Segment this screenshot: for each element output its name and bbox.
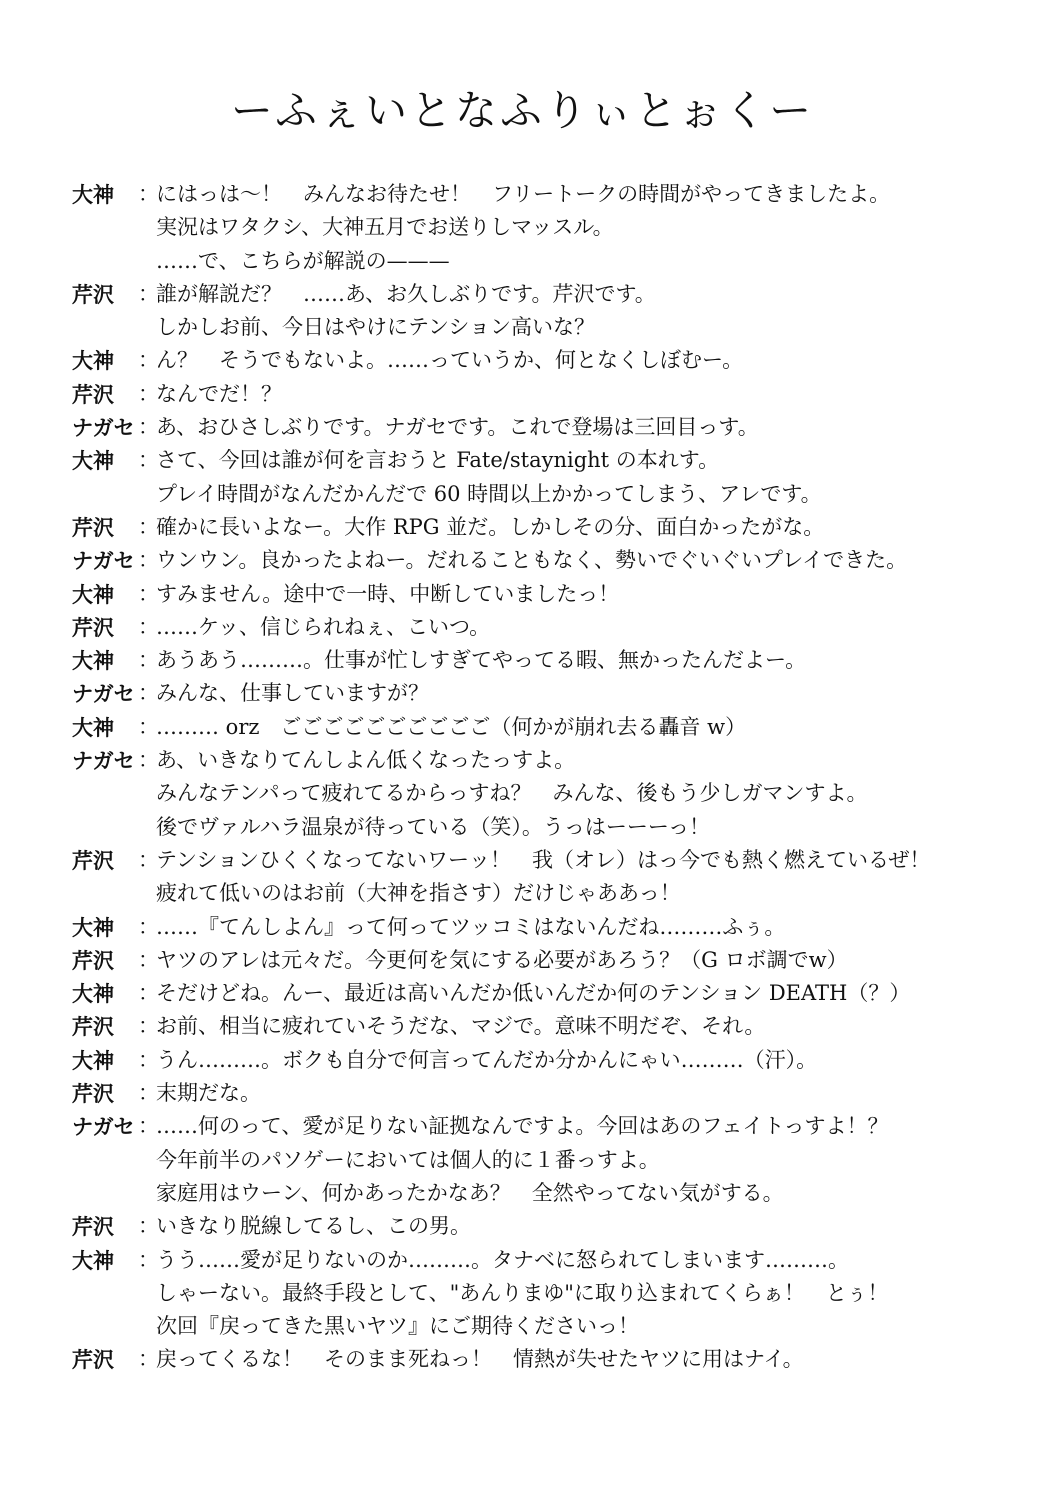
dialogue-line [72,478,1012,511]
speaker-name: 大神 [72,182,114,207]
speaker-colon: ： [138,182,159,206]
speaker-colon: ： [138,381,159,406]
dialogue-text: 戻ってくるな！ そのまま死ねっ！ 情熱が失せたヤツに用はナイ。 [156,1347,804,1372]
dialogue-text: 実況はワタクシ、大神五月でお送りしマッスル。 [156,215,614,240]
dialogue-text: なんでだ！？ [156,381,282,406]
speaker-name: 大神 [72,1247,114,1273]
dialogue-text: みんなテンパって疲れてるからっすね？ みんな、後もう少しガマンすよ。 [156,781,868,806]
speaker-colon: ： [138,514,159,539]
dialogue-text: あ、いきなりてんしよん低くなったっすよ。 [156,748,576,773]
dialogue-line [72,1077,1012,1110]
speaker-name: 芹沢 [72,614,114,640]
speaker-name: 芹沢 [72,381,114,407]
speaker-name: ナガセ [72,1114,135,1140]
dialogue-line [72,1343,1012,1376]
dialogue-line [72,211,1012,244]
dialogue-line [72,911,1012,944]
dialogue-text: あうあう………。仕事が忙しすぎてやってる暇、無かったんだよー。 [156,648,807,673]
dialogue-text: いきなり脱線してるし、この男。 [156,1214,471,1239]
dialogue-line [72,1177,1012,1210]
dialogue-text: しゃーない。最終手段として、"あんりまゆ"に取り込まれてくらぁ！ とぅ！ [156,1280,889,1305]
speaker-name: 大神 [72,714,114,740]
dialogue-text: お前、相当に疲れていそうだな、マジで。意味不明だぞ、それ。 [156,1014,766,1039]
dialogue-line [72,1044,1012,1077]
speaker-colon: ： [138,448,159,473]
speaker-name: 芹沢 [72,1347,114,1373]
dialogue-line [72,1277,1012,1310]
dialogue-line [72,1244,1012,1277]
speaker-name: 大神 [72,448,114,474]
speaker-colon: ： [138,914,159,939]
dialogue-text: プレイ時間がなんだかんだで 60 時間以上かかってしまう、アレです。 [156,481,822,506]
dialogue-line [72,311,1012,344]
dialogue-text: 疲れて低いのはお前（大神を指さす）だけじゃああっ！ [156,881,681,906]
dialogue-line [72,444,1012,477]
speaker-name: 大神 [72,914,114,940]
speaker-colon: ： [138,1081,159,1106]
dialogue-text: ヤツのアレは元々だ。今更何を気にする必要があろう？（G ロボ調でw） [156,947,848,972]
dialogue-text: 今年前半のパソゲーにおいては個人的に１番っすよ。 [156,1147,660,1172]
dialogue-text: うう……愛が足りないのか………。タナベに怒られてしまいます………。 [156,1247,849,1272]
dialogue-text: ……『てんしよん』って何ってツッコミはないんだね………ふぅ。 [156,914,786,939]
dialogue-text: みんな、仕事していますが？ [156,681,429,706]
speaker-colon: ： [138,947,159,972]
dialogue-line [72,744,1012,777]
dialogue-text: 確かに長いよなー。大作 RPG 並だ。しかしその分、面白かったがな。 [156,514,825,539]
dialogue-line [72,544,1012,577]
speaker-colon: ： [138,1047,159,1072]
dialogue-text: そだけどね。んー、最近は高いんだか低いんだか何のテンション DEATH（？） [156,981,911,1006]
speaker-name: 大神 [72,1047,114,1073]
speaker-colon: ： [138,681,159,706]
dialogue-text: テンションひくくなってないワーッ！ 我（オレ）はっ今でも熱く燃えているぜ！ [156,847,931,872]
speaker-colon: ： [138,1214,159,1239]
dialogue-text: さて、今回は誰が何を言おうと Fate/staynight の本れす。 [156,448,720,473]
dialogue-text: あ、おひさしぶりです。ナガセです。これで登場は三回目っす。 [156,415,759,440]
speaker-colon: ： [138,415,159,440]
speaker-name: ナガセ [72,681,135,707]
dialogue-line [72,511,1012,544]
dialogue-line [72,844,1012,877]
dialogue-text: 後でヴァルハラ温泉が待っている（笑）。うっはーーーっ！ [156,814,710,839]
dialogue-text: 次回『戻ってきた黒いヤツ』にご期待くださいっ！ [156,1314,639,1339]
dialogue-text: ……… orz ごごごごごごごごごご（何かが崩れ去る轟音 w） [156,714,747,739]
speaker-name: 芹沢 [72,947,114,973]
speaker-colon: ： [138,1247,159,1272]
page-title: ーふぇいとなふりぃとぉくー [230,86,815,135]
speaker-name: 芹沢 [72,1214,114,1240]
dialogue-line [72,578,1012,611]
dialogue-text: 末期だな。 [156,1081,261,1106]
speaker-name: 芹沢 [72,514,114,540]
speaker-colon: ： [138,1347,159,1372]
speaker-colon: ： [138,847,159,872]
speaker-name: 芹沢 [72,1081,114,1107]
speaker-name: 大神 [72,981,114,1007]
dialogue-text: 誰が解説だ？ ……あ、お久しぶりです。芹沢です。 [156,281,656,306]
speaker-name: 芹沢 [72,847,114,873]
dialogue-text: ……で、こちらが解説の——— [156,248,450,273]
dialogue-line [72,278,1012,311]
dialogue-line [72,1210,1012,1243]
dialogue-line [72,344,1012,377]
speaker-colon: ： [138,1014,159,1039]
dialogue-text: ん？ そうでもないよ。……っていうか、何となくしぼむー。 [156,348,744,373]
dialogue-line [72,711,1012,744]
dialogue-line [72,1310,1012,1343]
dialogue-text: うん………。ボクも自分で何言ってんだか分かんにゃい………（汗）。 [156,1047,818,1072]
dialogue-line [72,1110,1012,1143]
speaker-colon: ： [138,281,159,306]
dialogue-line [72,611,1012,644]
dialogue-text: にはっは〜！ みんなお待たせ！ フリートークの時間がやってきましたよ。 [156,182,891,206]
dialogue-line [72,378,1012,411]
dialogue-line [72,644,1012,677]
speaker-name: 大神 [72,348,114,374]
speaker-name: ナガセ [72,748,135,774]
speaker-colon: ： [138,1114,159,1139]
speaker-colon: ： [138,748,159,773]
dialogue-line [72,411,1012,444]
dialogue-line [72,977,1012,1010]
dialogue-line [72,811,1012,844]
dialogue-line [72,245,1012,278]
speaker-name: 芹沢 [72,1014,114,1040]
speaker-colon: ： [138,581,159,606]
dialogue-line [72,877,1012,910]
dialogue-text: ウンウン。良かったよねー。だれることもなく、勢いでぐいぐいプレイできた。 [156,548,908,573]
dialogue-text: しかしお前、今日はやけにテンション高いな？ [156,315,596,340]
speaker-colon: ： [138,548,159,573]
dialogue-line [72,178,1012,211]
dialogue-line [72,1010,1012,1043]
dialogue-text: 家庭用はウーン、何かあったかなあ？ 全然やってない気がする。 [156,1180,784,1205]
speaker-colon: ： [138,648,159,673]
speaker-name: ナガセ [72,415,135,441]
speaker-colon: ： [138,614,159,639]
speaker-name: 大神 [72,648,114,674]
dialogue-text: すみません。途中で一時、中断していましたっ！ [156,581,620,606]
speaker-name: ナガセ [72,548,135,574]
dialogue-line [72,777,1012,810]
speaker-colon: ： [138,981,159,1006]
speaker-colon: ： [138,714,159,739]
dialogue-text: ……何のって、愛が足りない証拠なんですよ。今回はあのフェイトっすよ！？ [156,1114,889,1139]
speaker-name: 大神 [72,581,114,607]
speaker-name: 芹沢 [72,281,114,307]
dialogue-script [72,178,1012,1377]
dialogue-text: ……ケッ、信じられねぇ、こいつ。 [156,614,491,639]
speaker-colon: ： [138,348,159,373]
dialogue-line [72,677,1012,710]
dialogue-line [72,944,1012,977]
dialogue-line [72,1144,1012,1177]
